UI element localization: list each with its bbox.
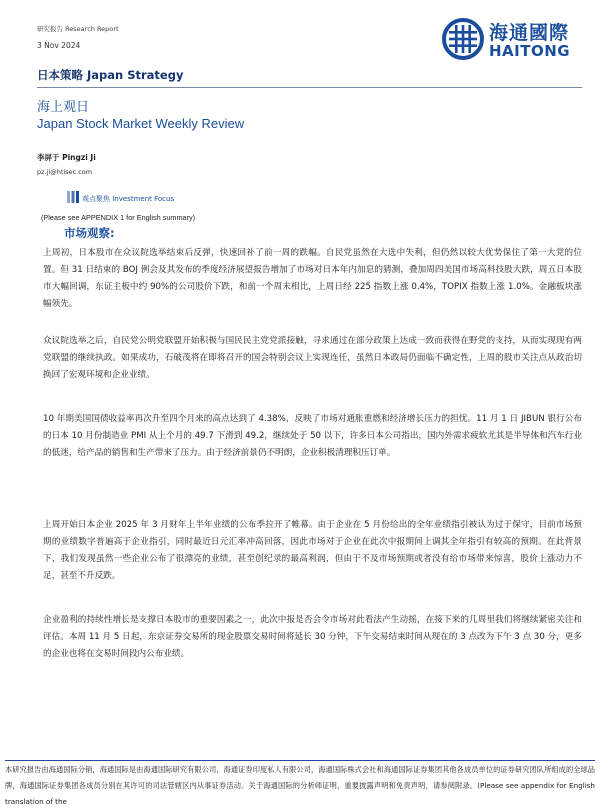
footer-divider: [5, 760, 595, 761]
footer-disclaimer: 本研究报告由海通国际分销，海通国际是由海通国际研究有限公司，海通证券印度私人有限公司，海通国际株式会社和海通国际证券集团其他各成员单位的证券研究团队所组成的全球品牌，海通国际证券集团各成员分别在其许可的司法管辖区内从事证券活动。关于海通国际的分析师证明，重要披露声明和免责声明，请参阅附录。(Please see appendix for English translation of the: [5, 765, 595, 806]
appendix-note: (Please see APPENDIX 1 for English summary): [41, 213, 196, 222]
paragraph: 上周开始日本企业 2025 年 3 月财年上半年业绩的公布季拉开了帷幕。由于企业在 5 月份给出的全年业绩指引被认为过于保守，目前市场预期的业绩数字普遍高于企业指引，同时最近日元汇率冲高回落，因此市场对于企业在此次中报期间上调其全年指引有较高的预期。在此背景下，我们发现虽然一些企业公布了很漂亮的业绩，甚至创纪录的最高利润，但由于不及市场预期或者没有给市场带来惊喜，股价上涨动力不足，甚至不升反跌。: [43, 520, 582, 581]
paragraph: 企业盈利的持续性增长是支撑日本股市的重要因素之一，此次中报是否会令市场对此看法产生动摇，在接下来的几周里我们将继续紧密关注和评估。本周 11 月 5 日起，东京证券交易所的现金股票交易时间将延长 30 分钟，下午交易结束时间从现在的 3 点改为下午 3 点 30 分，更多的企业也将在交易时间段内公布业绩。: [43, 615, 582, 659]
investment-focus-label: 观点聚焦 Investment Focus: [82, 195, 175, 203]
section-title: 市场观察:: [64, 226, 115, 240]
haitong-logo-icon: [441, 17, 485, 61]
report-title-cn: 海上观日: [37, 100, 90, 115]
author-email[interactable]: pz.ji@htisec.com: [37, 168, 93, 176]
paragraph: 众议院选举之后，自民党公明党联盟开始积极与国民民主党党派接触，寻求通过在部分政策上达成一致而获得在野党的支持，从而实现现有两党联盟的继续执政。如果成功，石破茂将在即将召开的国会特别会议上实现连任，虽然日本政局仍面临不确定性，上周的股市关注点从政治切换回了宏观环境和企业业绩。: [43, 336, 582, 380]
report-category: 研究报告 Research Report: [37, 25, 119, 33]
focus-bar-icon: [67, 191, 79, 203]
series-title: 日本策略 Japan Strategy: [37, 68, 184, 82]
logo-text-cn: 海通國際: [489, 22, 570, 44]
report-date: 3 Nov 2024: [37, 41, 81, 50]
paragraph: 10 年期美国国债收益率再次升至四个月来的高点达到了 4.38%，反映了市场对通胀重燃和经济增长压力的担忧。11 月 1 日 JIBUN 银行公布的日本 10 月份制造业 PMI 从上个月的 49.7 下滑到 49.2，继续处于 50 以下，许多日本公司指出，国内外需求疲软尤其是半导体和汽车行业的低迷，给产品的销售和生产带来了压力。由于经济前景仍不明朗，企业积极清理积压订单。: [43, 414, 582, 458]
report-title-en: Japan Stock Market Weekly Review: [37, 116, 245, 131]
haitong-logo: [439, 16, 579, 62]
author-name: 李屏于 Pingzi Ji: [37, 153, 96, 162]
header-divider: [37, 87, 582, 88]
paragraph: 上周初，日本股市在众议院选举结束后反弹，快速回补了前一周的跌幅。自民党虽然在大选中失利，但仍然以较大优势保住了第一大党的位置。但 31 日结束的 BOJ 例会及其发布的季度经济展望报告增加了市场对日本年内加息的猜测，叠加周四美国市场高科技股大跌，周五日本股市大幅回调，东证主板中约 90%的公司股价下跌，和前一个周末相比，上周日经 225 指数上涨 0.4%，TOPIX 指数上涨 1.0%。金融板块涨幅领先。: [43, 248, 582, 309]
logo-text-en: HAITONG: [489, 42, 571, 60]
